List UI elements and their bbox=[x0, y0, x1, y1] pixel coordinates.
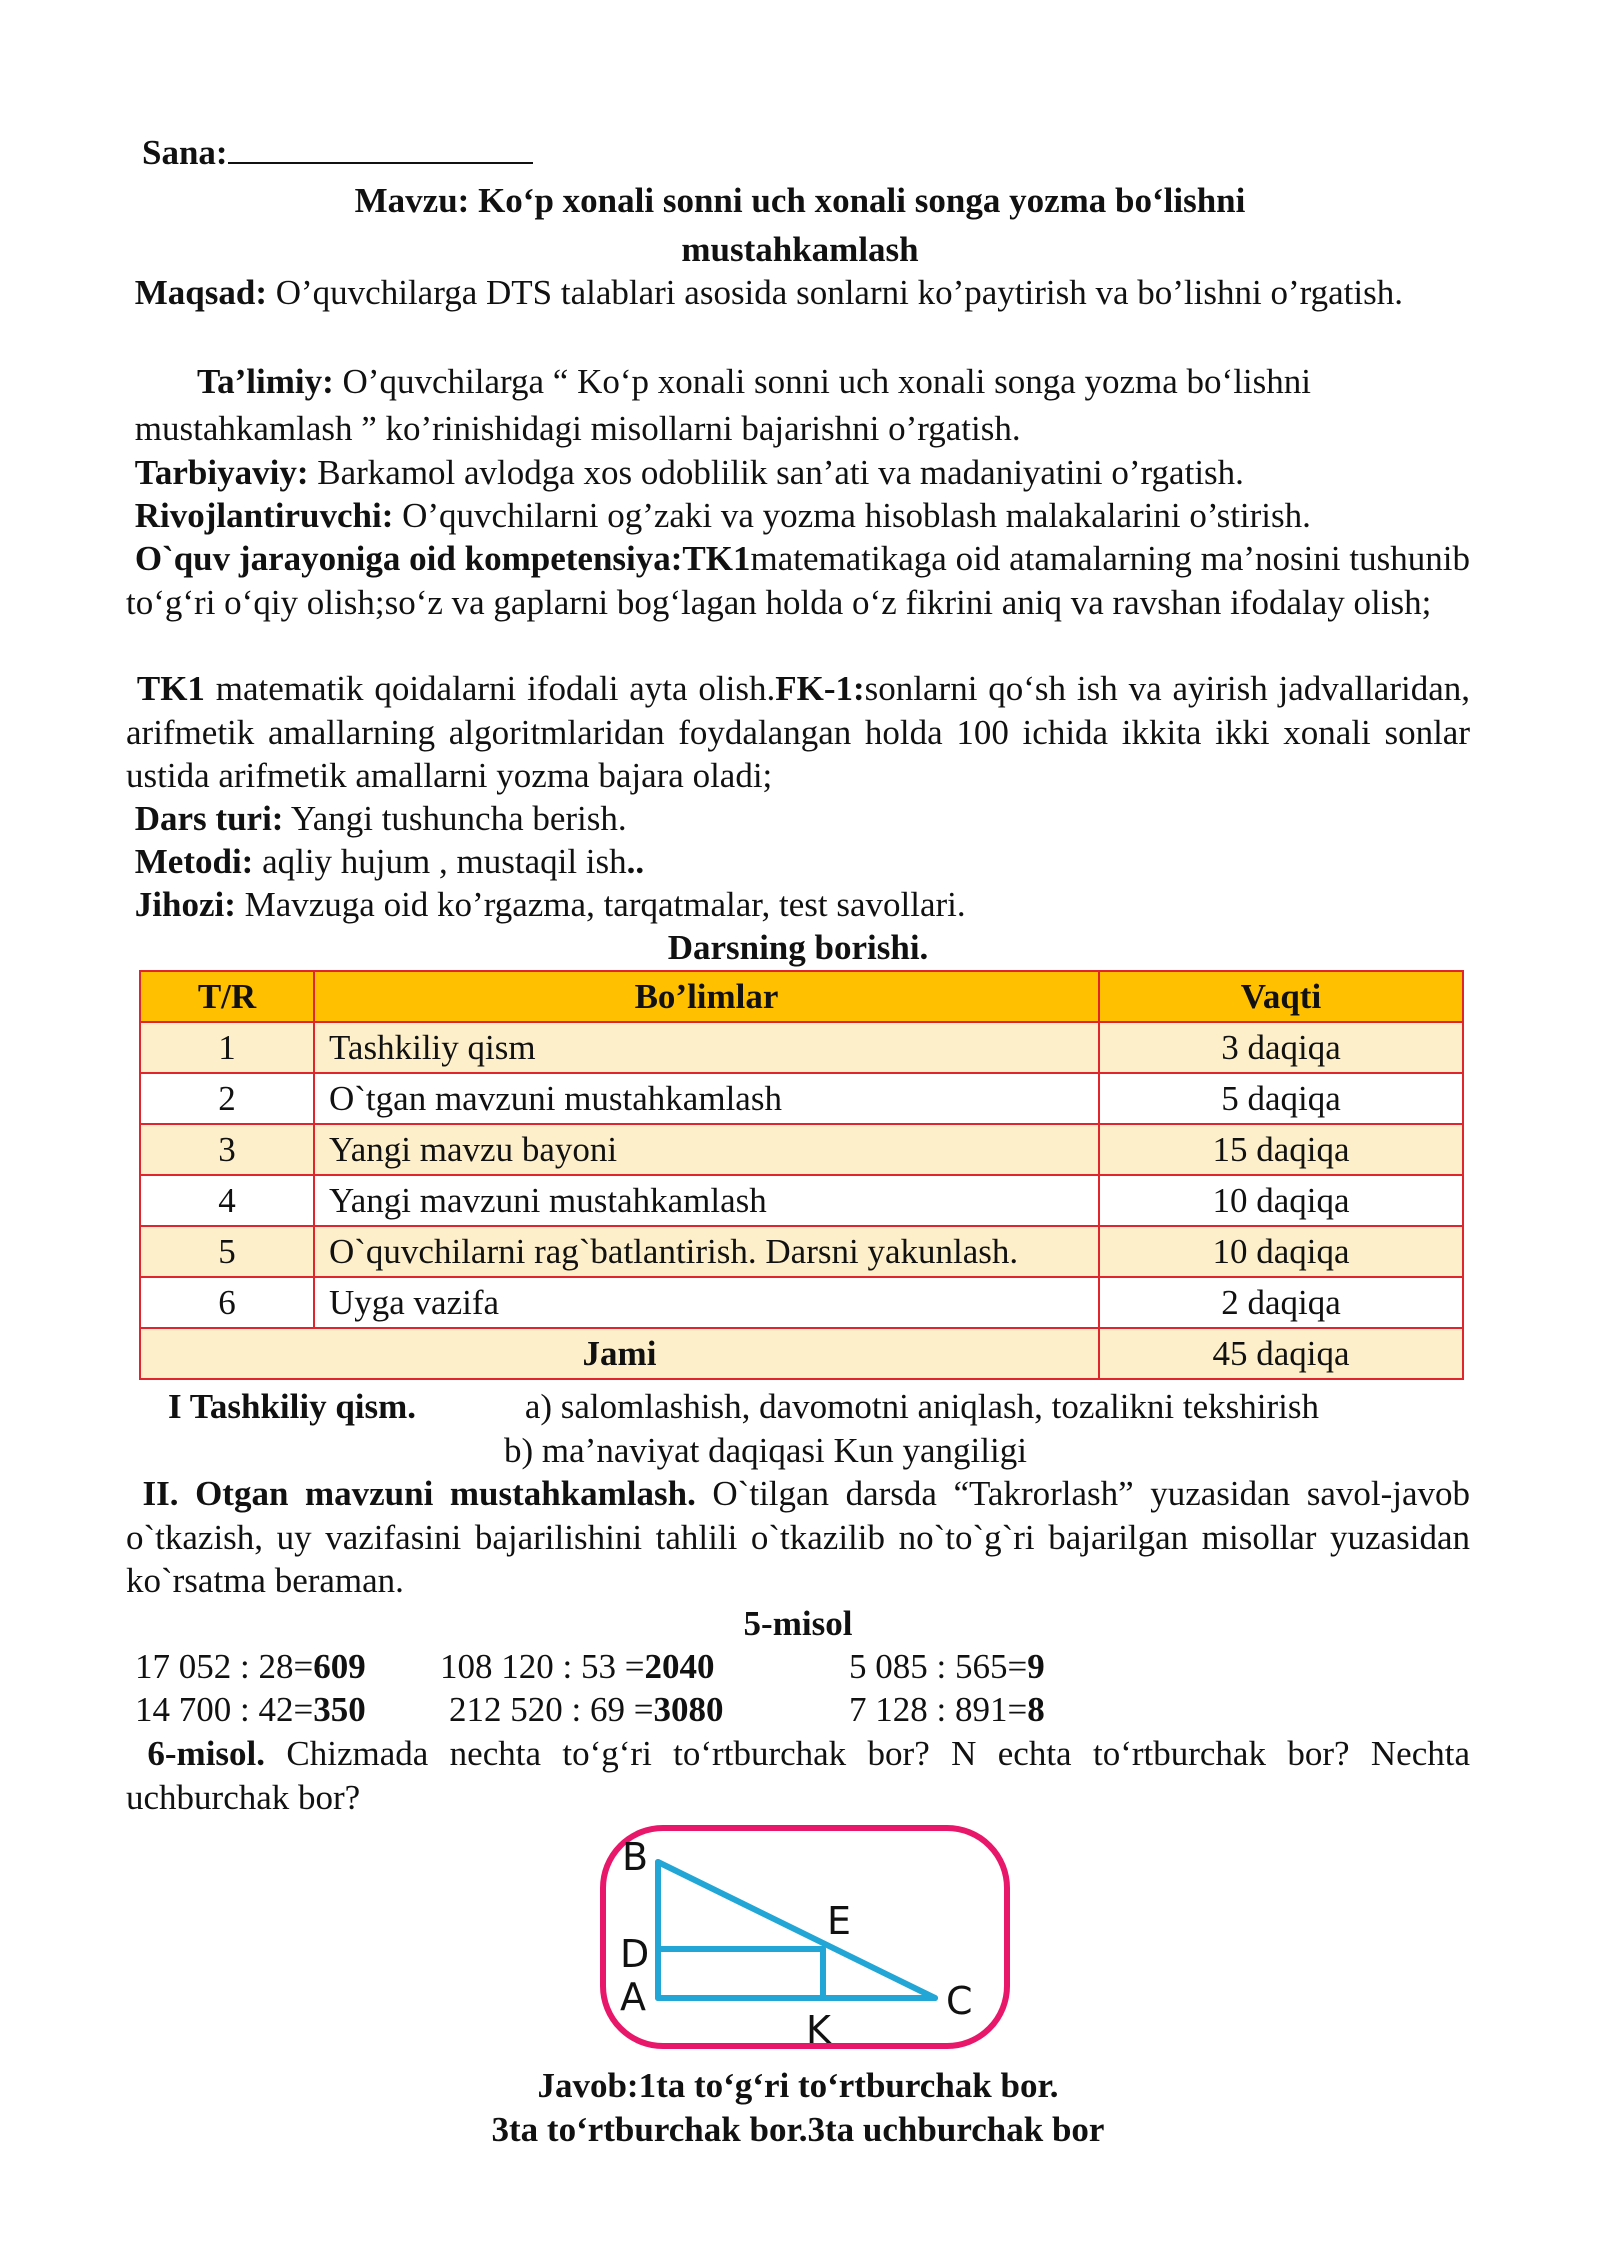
fk1-label: FK-1: bbox=[775, 669, 865, 708]
rivoj-label: Rivojlantiruvchi: bbox=[134, 496, 394, 535]
maqsad-text: O’quvchilarga DTS talablari asosida sonlarni ko’paytirish va bo’lishni o’rgatish. bbox=[267, 273, 1403, 312]
table-row bbox=[140, 1124, 1463, 1175]
table-total-row bbox=[140, 1328, 1463, 1379]
misol-5-item bbox=[135, 1645, 366, 1688]
row-number: 2 bbox=[140, 1073, 314, 1124]
misol-6-text: Chizmada nechta to‘g‘ri to‘rtburchak bor? N echta to‘rtburchak bor? Nechta uchburchak bor? bbox=[126, 1734, 1471, 1817]
sana-blank bbox=[228, 132, 533, 164]
answer-block bbox=[126, 2064, 1470, 2151]
answer-line-2: 3ta to‘rtburchak bor.3ta uchburchak bor bbox=[491, 2109, 1105, 2149]
row-time: 2 daqiqa bbox=[1099, 1277, 1463, 1328]
metodi bbox=[126, 840, 1470, 884]
title-line-1: Mavzu: Ko‘p xonali sonni uch xonali songa yozma bo‘lishni bbox=[354, 181, 1246, 220]
answer: 9 bbox=[1027, 1647, 1045, 1686]
row-section: Yangi mavzu bayoni bbox=[314, 1124, 1099, 1175]
talimiy-text: O’quvchilarga “ Ko‘p xonali sonni uch xonali songa yozma bo‘lishni bbox=[333, 362, 1311, 401]
section-1 bbox=[126, 1385, 1470, 1472]
fk1-text: sonlarni qo‘sh ish va ayirish jadvallaridan, arifmetik amallarning algoritmlaridan foydalangan holda 100 ichida ikkita ikki xonali sonlar ustida arifmetik amallarni yozma bajara oladi; bbox=[126, 669, 1470, 795]
tk1-fk1 bbox=[126, 667, 1470, 798]
row-number: 1 bbox=[140, 1022, 314, 1073]
row-number: 4 bbox=[140, 1175, 314, 1226]
komp-text: matematikaga oid atamalarning ma’nosini tushunib to‘g‘ri o‘qiy olish;so‘z va gaplarni bog‘lagan holda o‘z fikrini aniq va ravshan ifodalay olish; bbox=[126, 539, 1470, 622]
section-2 bbox=[126, 1472, 1470, 1603]
answer: 350 bbox=[313, 1690, 366, 1729]
misol-5-item bbox=[135, 1688, 366, 1731]
table-row bbox=[140, 1022, 1463, 1073]
section-2-label: II. Otgan mavzuni mustahkamlash. bbox=[142, 1474, 696, 1513]
row-section: Uyga vazifa bbox=[314, 1277, 1099, 1328]
expression: 14 700 : 42= bbox=[135, 1690, 314, 1729]
talimiy-text-2: mustahkamlash ” ko’rinishidagi misollarni bajarishni o’rgatish. bbox=[134, 409, 1021, 448]
section-1-item-a: a) salomlashish, davomotni aniqlash, tozalikni tekshirish bbox=[524, 1387, 1319, 1426]
table-row bbox=[140, 1073, 1463, 1124]
row-section: Tashkiliy qism bbox=[314, 1022, 1099, 1073]
maqsad-label: Maqsad: bbox=[134, 273, 267, 312]
misol-6-label: 6-misol. bbox=[147, 1734, 266, 1773]
expression: 212 520 : 69 = bbox=[449, 1690, 654, 1729]
expression: 17 052 : 28= bbox=[135, 1647, 314, 1686]
col-header-time: Vaqti bbox=[1099, 971, 1463, 1022]
col-header-tr: T/R bbox=[140, 971, 314, 1022]
table-row bbox=[140, 1175, 1463, 1226]
table-row bbox=[140, 1277, 1463, 1328]
point-label-c: C bbox=[946, 1979, 973, 2023]
answer: 8 bbox=[1027, 1690, 1045, 1729]
plan-heading bbox=[126, 926, 1470, 970]
tk1-label: TK1 bbox=[136, 669, 205, 708]
talimiy-label: Ta’limiy: bbox=[197, 362, 334, 401]
answer-line-1: Javob:1ta to‘g‘ri to‘rtburchak bor. bbox=[537, 2066, 1059, 2105]
sana-label: Sana: bbox=[142, 133, 228, 172]
jihozi bbox=[126, 883, 1470, 927]
row-number: 3 bbox=[140, 1124, 314, 1175]
figure-lines bbox=[658, 1862, 935, 1998]
point-label-d: D bbox=[620, 1932, 650, 1976]
expression: 108 120 : 53 = bbox=[440, 1647, 645, 1686]
table-row bbox=[140, 1226, 1463, 1277]
total-value: 45 daqiqa bbox=[1099, 1328, 1463, 1379]
point-label-a: A bbox=[620, 1975, 646, 2019]
row-section: O`tgan mavzuni mustahkamlash bbox=[314, 1073, 1099, 1124]
col-header-sections: Bo’limlar bbox=[314, 971, 1099, 1022]
misol-5-item bbox=[440, 1645, 714, 1688]
point-label-b: B bbox=[622, 1835, 649, 1879]
metodi-dot: .. bbox=[626, 842, 645, 881]
tarbiyaviy bbox=[126, 451, 1470, 495]
row-time: 15 daqiqa bbox=[1099, 1124, 1463, 1175]
misol-5-item bbox=[849, 1688, 1045, 1731]
row-time: 3 daqiqa bbox=[1099, 1022, 1463, 1073]
row-number: 6 bbox=[140, 1277, 314, 1328]
row-time: 5 daqiqa bbox=[1099, 1073, 1463, 1124]
rivoj-text: O’quvchilarni og’zaki va yozma hisoblash malakalarini o’stirish. bbox=[393, 496, 1311, 535]
metodi-text: aqliy hujum , mustaqil ish bbox=[253, 842, 627, 881]
sana-line bbox=[142, 131, 1486, 175]
row-time: 10 daqiqa bbox=[1099, 1226, 1463, 1277]
misol-5-heading-text: 5-misol bbox=[743, 1604, 853, 1643]
answer: 2040 bbox=[644, 1647, 715, 1686]
misol-5-item bbox=[449, 1688, 723, 1731]
jihozi-text: Mavzuga oid ko’rgazma, tarqatmalar, test savollari. bbox=[235, 885, 966, 924]
tarbiyaviy-label: Tarbiyaviy: bbox=[134, 453, 309, 492]
lesson-plan-table bbox=[139, 970, 1464, 1380]
row-number: 5 bbox=[140, 1226, 314, 1277]
kompetensiya bbox=[126, 537, 1470, 624]
tarbiyaviy-text: Barkamol avlodga xos odoblilik san’ati va madaniyatini o’rgatish. bbox=[308, 453, 1244, 492]
tk1-text: matematik qoidalarni ifodali ayta olish. bbox=[204, 669, 776, 708]
row-time: 10 daqiqa bbox=[1099, 1175, 1463, 1226]
section-2-text: O`tilgan darsda “Takrorlash” yuzasidan savol-javob o`tkazish, uy vazifasini bajarilishini tahlili o`tkazilib no`to`g`ri bajarilgan misollar yuzasidan ko`rsatma beraman. bbox=[126, 1474, 1470, 1600]
expression: 5 085 : 565= bbox=[849, 1647, 1028, 1686]
geometry-figure bbox=[595, 1822, 1015, 2052]
answer: 3080 bbox=[653, 1690, 724, 1729]
segment-bc bbox=[658, 1862, 935, 1998]
komp-label: O`quv jarayoniga oid kompetensiya:TK1 bbox=[134, 539, 751, 578]
talimiy bbox=[126, 358, 1470, 452]
section-1-item-b: b) ma’naviyat daqiqasi Kun yangiligi bbox=[504, 1430, 1027, 1470]
misol-5-item bbox=[849, 1645, 1045, 1688]
answer: 609 bbox=[313, 1647, 366, 1686]
dars-turi-label: Dars turi: bbox=[134, 799, 284, 838]
maqsad bbox=[126, 271, 1470, 315]
misol-5-heading bbox=[126, 1602, 1470, 1646]
jihozi-label: Jihozi: bbox=[134, 885, 236, 924]
row-section: O`quvchilarni rag`batlantirish. Darsni yakunlash. bbox=[314, 1226, 1099, 1277]
dars-turi-text: Yangi tushuncha berish. bbox=[283, 799, 627, 838]
rivojlantiruvchi bbox=[126, 494, 1470, 538]
metodi-label: Metodi: bbox=[134, 842, 254, 881]
section-1-label: I Tashkiliy qism. bbox=[168, 1387, 417, 1426]
dars-turi bbox=[126, 797, 1470, 841]
title-line-2: mustahkamlash bbox=[681, 230, 919, 269]
point-label-e: E bbox=[827, 1899, 852, 1943]
point-label-k: K bbox=[806, 2008, 831, 2052]
lesson-title bbox=[300, 176, 1300, 274]
row-section: Yangi mavzuni mustahkamlash bbox=[314, 1175, 1099, 1226]
table-header-row bbox=[140, 971, 1463, 1022]
total-label: Jami bbox=[140, 1328, 1099, 1379]
plan-heading-text: Darsning borishi. bbox=[667, 928, 929, 967]
expression: 7 128 : 891= bbox=[849, 1690, 1028, 1729]
misol-6 bbox=[126, 1732, 1470, 1819]
